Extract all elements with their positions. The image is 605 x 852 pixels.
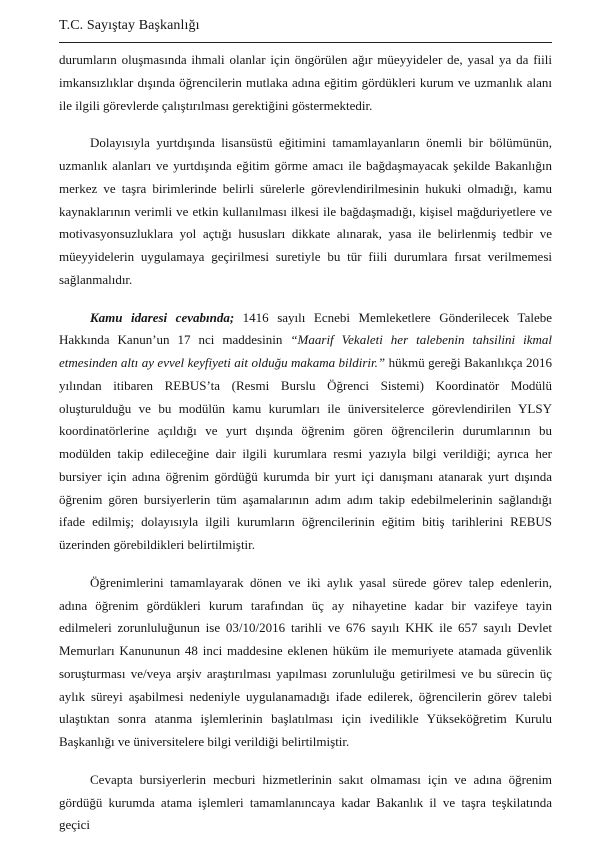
paragraph-3-lead: Kamu idaresi cevabında; (90, 309, 235, 325)
paragraph-5: Cevapta bursiyerlerin mecburi hizmetlerinin sakıt olmaması için ve adına öğrenim gördüğü kurumda atama işlemleri tamamlanıncaya kadar Bakanlık il ve taşra teşkilatında geçici (59, 771, 552, 833)
paragraph-3-quote: “Maarif Vekaleti her talebenin tahsilini ikmal etmesinden altı ay evvel keyfiyeti ait olduğu makama bildirir.” (59, 332, 552, 370)
paragraph-3-text-before-quote: 1416 sayılı Ecnebi Memleketlere Gönderilecek Talebe Hakkında Kanun’un 17 nci maddesinin (59, 309, 552, 348)
header-rule (59, 42, 552, 43)
paragraph-3-text-after-quote: hükmü gereği Bakanlıkça 2016 yılından itibaren REBUS’ta (Resmi Burslu Öğrenci Sistemi) Koordinatör Modülü oluşturulduğu ve bu modülün kamu kurumları ile üniversitelerce görevlendirilen YLSY koordinatörlerine açıldığı ve yurt dışında öğrenim gören öğrencilerin durumlarının bu modülden takip edileceğine dair ilgili kurumlara resmi yazıyla bilgi verildiği; ayrıca her bursiyer için adına öğrenim gördüğü kurumda bir yurt içi danışmanı atanarak yurt dışında öğrenim gören bursiyerlerin tüm aşamalarının adım adım takip edebilmelerinin sağlandığı ifade edilmiş; dolayısıyla ilgili kurumların öğrencilerinin eğitim bitiş tarihlerini REBUS üzerinden görebildikleri belirtilmiştir. (59, 355, 552, 552)
paragraph-3 (59, 307, 552, 557)
paragraph-4: Öğrenimlerini tamamlayarak dönen ve iki aylık yasal sürede görev talep edenlerin, adına öğrenim gördükleri kurum tarafından üç ay nihayetine kadar bir vazifeye tayin edilmeleri zorunluluğunun ise 03/10/2016 tarihli ve 676 sayılı KHK ile 657 sayılı Devlet Memurları Kanununun 48 inci maddesine eklenen hüküm ile memuriyete atamada güvenlik soruşturması ve/veya arşiv araştırılması yapılması zorunluluğu getirilmesi ve bu sürecin üç aylık süreyi aşabilmesi nedeniyle uygulanamadığı ifade edilerek, öğrencilerin görev talebi ulaştıktan sonra atanma işlemlerinin başlatılması için ivedilikle Yükseköğretim Kurulu Başkanlığı ve üniversitelere bilgi verildiği belirtilmiştir. (59, 574, 552, 749)
paragraph-2: Dolayısıyla yurtdışında lisansüstü eğitimini tamamlayanların önemli bir bölümünün, uzmanlık alanları ve yurtdışında eğitim görme amacı ile bağdaşmayacak şekilde Bakanlığın merkez ve taşra birimlerinde belirli sürelerle görevlendirilmesinin hukuki olmadığı, kamu kaynaklarının verimli ve etkin kullanılması ilkesi ile bağdaşmadığı, kişisel mağduriyetlere ve motivasyonsuzluklara yol açtığı hususları dikkate alınarak, yasa ile belirlenmiş tedbir ve müeyyidelerin uygulamaya geçirilmesi suretiyle bu tür fiili durumlara fırsat verilmemesi sağlanmalıdır. (59, 135, 552, 287)
page-header-title: T.C. Sayıştay Başkanlığı (59, 18, 200, 33)
paragraph-1: durumların oluşmasında ihmali olanlar için öngörülen ağır müeyyideler de, yasal ya da fiili imkansızlıklar dışında öğrencilerin mutlaka adına eğitim gördükleri kurum ve uzmanlık alanı ile ilgili görevlerde çalıştırılması gerektiğini göstermektedir. (59, 52, 552, 113)
document-body (59, 49, 552, 852)
